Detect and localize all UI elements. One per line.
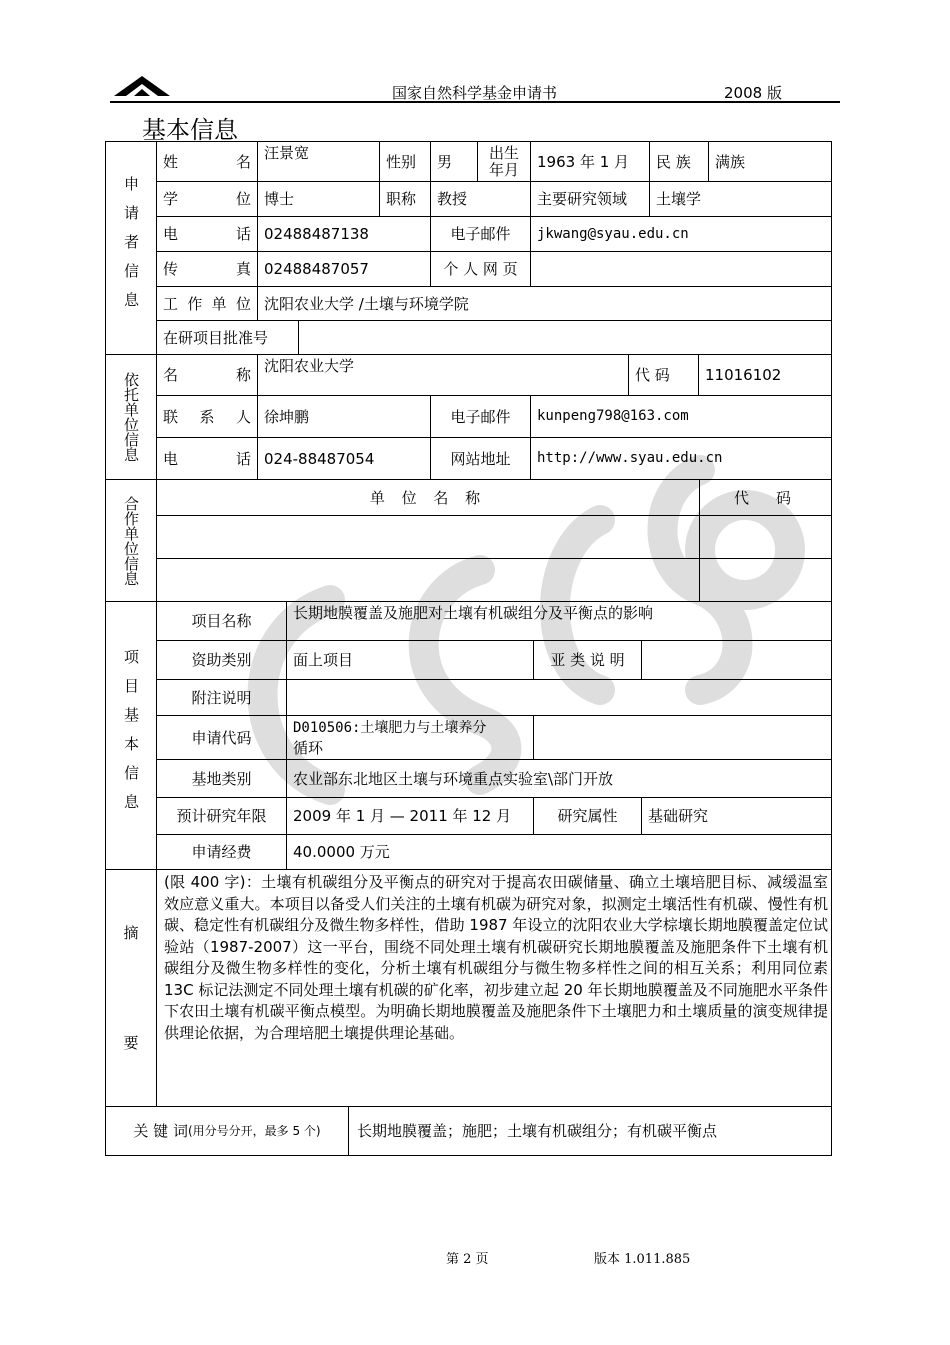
keywords-value: 长期地膜覆盖；施肥；土壤有机碳组分；有机碳平衡点 <box>348 1106 832 1156</box>
applicant-email: jkwang@syau.edu.cn <box>530 216 832 252</box>
applicant-phone-label: 电 话 <box>156 216 258 252</box>
applicant-degree-label: 学 位 <box>156 181 258 217</box>
keywords-label-cell <box>105 1106 349 1156</box>
applicant-ethnicity: 满族 <box>708 141 832 182</box>
host-phone: 024-88487054 <box>257 437 431 480</box>
applicant-approved <box>298 320 832 355</box>
partner-col-code: 代 码 <box>699 479 832 516</box>
project-budget-label: 申请经费 <box>156 834 287 870</box>
keywords-hint: (用分号分开，最多 5 个) <box>187 1123 321 1138</box>
project-note-label: 附注说明 <box>156 679 287 716</box>
applicant-email-label: 电子邮件 <box>430 216 531 252</box>
project-period-label: 预计研究年限 <box>156 797 287 835</box>
applicant-homepage-label: 个 人 网 页 <box>430 251 531 287</box>
project-funding-label: 资助类别 <box>156 640 287 680</box>
project-base-label: 基地类别 <box>156 759 287 798</box>
applicant-workplace-label: 工 作 单 位 <box>156 286 258 321</box>
abstract-text-block <box>164 872 828 1044</box>
document-title: 国家自然科学基金申请书 <box>392 84 558 102</box>
footer-version: 版本 1.011.885 <box>594 1252 691 1267</box>
project-code-line-1: D010506:土壤肥力与土壤养分 <box>293 720 487 736</box>
project-name: 长期地膜覆盖及施肥对土壤有机碳组分及平衡点的影响 <box>286 601 832 641</box>
applicant-title: 教授 <box>430 181 531 217</box>
host-email: kunpeng798@163.com <box>530 395 832 438</box>
section-title: 基本信息 <box>142 116 238 144</box>
applicant-name: 汪景宽 <box>257 141 380 182</box>
applicant-degree: 博士 <box>257 181 380 217</box>
project-code <box>286 715 534 760</box>
document-version: 2008 版 <box>724 84 782 102</box>
footer-page-number: 第 2 页 <box>446 1252 489 1267</box>
applicant-phone: 02488487138 <box>257 216 431 252</box>
host-website-label: 网站地址 <box>430 437 531 480</box>
abstract-label-bottom: 要 <box>123 1034 139 1052</box>
project-base: 农业部东北地区土壤与环境重点实验室\部门开放 <box>286 759 832 798</box>
abstract-label-top: 摘 <box>123 924 139 942</box>
host-name: 沈阳农业大学 <box>257 354 629 396</box>
abstract-prefix: (限 400 字)： <box>164 873 262 891</box>
applicant-workplace: 沈阳农业大学 /土壤与环境学院 <box>257 286 832 321</box>
host-contact-label: 联 系 人 <box>156 395 258 438</box>
project-group-label: 项目基本信息 <box>105 601 157 870</box>
project-subcat <box>641 640 832 680</box>
partner-group-label: 合作单位信息 <box>105 479 157 602</box>
keywords-label: 关 键 词 <box>133 1122 188 1140</box>
partner-row-2-name <box>156 558 700 602</box>
host-name-label: 名 称 <box>156 354 258 396</box>
applicant-approved-label: 在研项目批准号 <box>156 320 299 355</box>
applicant-fax-label: 传 真 <box>156 251 258 287</box>
project-attr-label: 研究属性 <box>533 797 642 835</box>
project-attr: 基础研究 <box>641 797 832 835</box>
host-email-label: 电子邮件 <box>430 395 531 438</box>
applicant-birth-label: 出生年月 <box>477 141 531 182</box>
project-budget: 40.0000 万元 <box>286 834 832 870</box>
applicant-name-label: 姓 名 <box>156 141 258 182</box>
applicant-fax: 02488487057 <box>257 251 431 287</box>
host-group-label: 依托单位信息 <box>105 354 157 480</box>
host-code: 11016102 <box>698 354 832 396</box>
partner-row-1-name <box>156 515 700 559</box>
project-period: 2009 年 1 月 — 2011 年 12 月 <box>286 797 534 835</box>
applicant-group-label: 申请者信息 <box>105 141 157 355</box>
project-code-line-2: 循环 <box>293 739 324 757</box>
host-contact: 徐坤鹏 <box>257 395 431 438</box>
applicant-birth: 1963 年 1 月 <box>530 141 650 182</box>
host-website: http://www.syau.edu.cn <box>530 437 832 480</box>
project-subcat-label: 亚 类 说 明 <box>533 640 642 680</box>
applicant-gender-label: 性别 <box>379 141 431 182</box>
project-name-label: 项目名称 <box>156 601 287 641</box>
applicant-field-label: 主要研究领域 <box>530 181 650 217</box>
project-funding: 面上项目 <box>286 640 534 680</box>
applicant-title-label: 职称 <box>379 181 431 217</box>
host-phone-label: 电 话 <box>156 437 258 480</box>
abstract-text: 土壤有机碳组分及平衡点的研究对于提高农田碳储量、确立土壤培肥目标、减缓温室效应意义重大。本项目以备受人们关注的土壤有机碳为研究对象，拟测定土壤活性有机碳、慢性有机碳、稳定性有机碳组分及微生物多样性，借助 1987 年设立的沈阳农业大学棕壤长期地膜覆盖定位试验站（1987-2007）这一平台，围绕不同处理土壤有机碳研究长期地膜覆盖及施肥条件下土壤有机碳组分及微生物多样性的变化，分析土壤有机碳组分与微生物多样性之间的相互关系；利用同位素 13C 标记法测定不同处理土壤有机碳的矿化率，初步建立起 20 年长期地膜覆盖及不同施肥水平条件下农田土壤有机碳平衡点模型。为明确长期地膜覆盖及施肥条件下土壤肥力和土壤质量的演变规律提供理论依据，为合理培肥土壤提供理论基础。 <box>164 873 828 1042</box>
project-code-extra <box>533 715 832 760</box>
project-note <box>286 679 832 716</box>
partner-col-name: 单 位 名 称 <box>156 479 700 516</box>
host-code-label: 代 码 <box>628 354 699 396</box>
partner-row-2-code <box>699 558 832 602</box>
applicant-gender: 男 <box>430 141 478 182</box>
applicant-homepage <box>530 251 832 287</box>
applicant-field: 土壤学 <box>649 181 832 217</box>
applicant-ethnicity-label: 民 族 <box>649 141 709 182</box>
partner-row-1-code <box>699 515 832 559</box>
abstract-label <box>105 869 157 1107</box>
project-code-label: 申请代码 <box>156 715 287 760</box>
